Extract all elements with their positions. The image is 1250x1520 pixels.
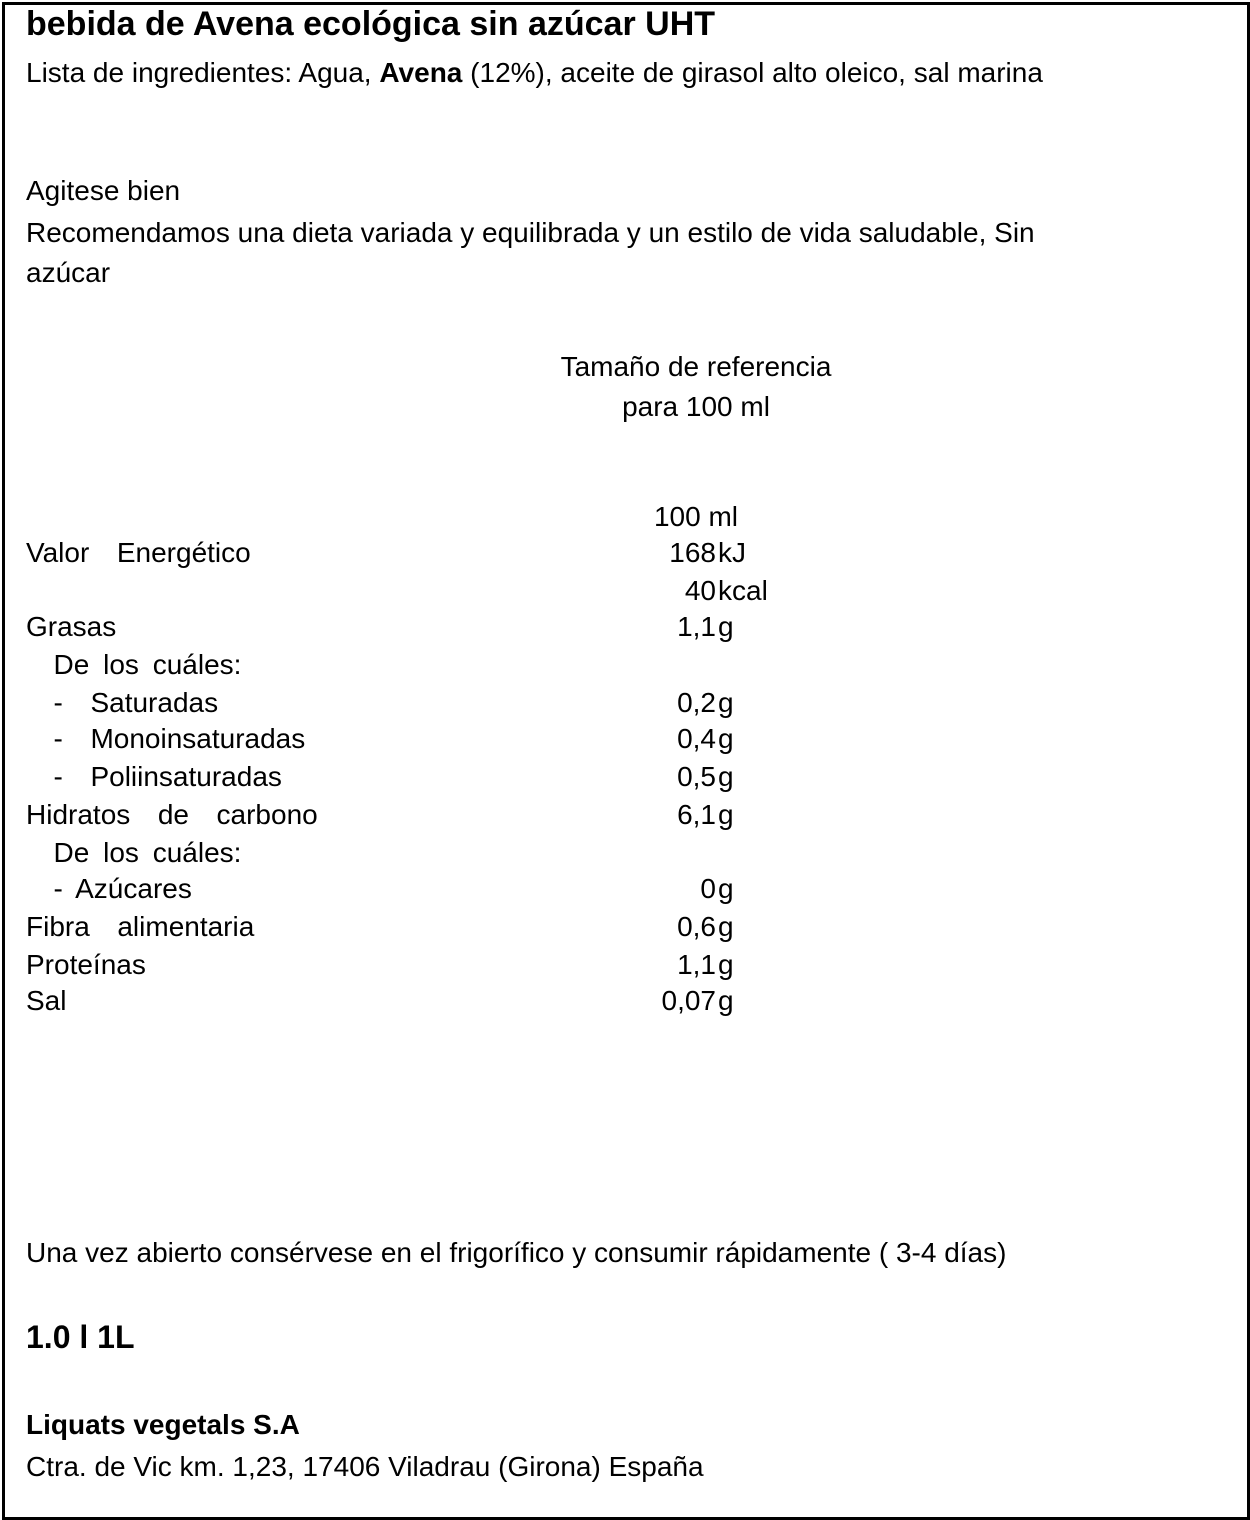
- nutrient-unit: g: [718, 761, 734, 792]
- ingredients-list: [26, 56, 1043, 90]
- nutrient-unit: kcal: [718, 575, 768, 606]
- nutrient-value: 1,1: [677, 949, 716, 980]
- nutrient-value: 0,6: [677, 911, 716, 942]
- net-volume: 1.0 l 1L: [26, 1319, 135, 1355]
- nutrient-unit: g: [718, 985, 734, 1016]
- nutrient-label: De los cuáles:: [26, 649, 242, 680]
- nutrient-label: Hidratos de carbono: [26, 799, 318, 830]
- nutrition-row: [26, 836, 826, 870]
- nutrient-value: 0,4: [677, 723, 716, 754]
- nutrition-row: [26, 760, 826, 794]
- nutrient-value: 168: [669, 537, 716, 568]
- recommendation-line-2: azúcar: [26, 257, 111, 288]
- nutrient-value: 1,1: [677, 611, 716, 642]
- nutrition-row: [26, 610, 826, 644]
- nutrient-label: Valor Energético: [26, 537, 251, 568]
- nutrient-unit: g: [718, 799, 734, 830]
- nutrient-label: - Monoinsaturadas: [26, 723, 306, 754]
- nutrient-value: 6,1: [677, 799, 716, 830]
- nutrition-row: [26, 984, 826, 1018]
- ingredients-suffix: (12%), aceite de girasol alto oleico, sal marina: [462, 57, 1043, 88]
- nutrition-row: [26, 686, 826, 720]
- nutrient-unit: g: [718, 687, 734, 718]
- nutrient-unit: g: [718, 723, 734, 754]
- nutrient-unit: g: [718, 911, 734, 942]
- storage-instructions: Una vez abierto consérvese en el frigorífico y consumir rápidamente ( 3-4 días): [26, 1237, 1007, 1268]
- nutrition-column-header: 100 ml: [653, 501, 739, 532]
- nutrient-label: - Poliinsaturadas: [26, 761, 282, 792]
- product-title: bebida de Avena ecológica sin azúcar UHT: [26, 5, 716, 43]
- nutrient-label: Grasas: [26, 611, 117, 642]
- nutrient-label: - Azúcares: [26, 873, 192, 904]
- nutrient-label: De los cuáles:: [26, 837, 242, 868]
- nutrient-label: Fibra alimentaria: [26, 911, 255, 942]
- nutrition-row: [26, 910, 826, 944]
- nutrient-unit: g: [718, 611, 734, 642]
- nutrient-unit: g: [718, 873, 734, 904]
- nutrient-value: 0,5: [677, 761, 716, 792]
- recommendation-line-1: Recomendamos una dieta variada y equilibrada y un estilo de vida saludable, Sin: [26, 217, 1035, 248]
- nutrition-row: [26, 648, 826, 682]
- nutrient-label: Sal: [26, 985, 67, 1016]
- nutrition-row: [26, 722, 826, 756]
- nutrition-row: [26, 798, 826, 832]
- reference-size-line-2: para 100 ml: [622, 391, 770, 422]
- nutrient-unit: kJ: [718, 537, 746, 568]
- nutrition-row: [26, 536, 826, 570]
- nutrition-row: [26, 948, 826, 982]
- shake-note: Agitese bien: [26, 175, 181, 206]
- manufacturer-name: Liquats vegetals S.A: [26, 1409, 300, 1440]
- nutrient-value: 0,2: [677, 687, 716, 718]
- nutrient-value: 0,07: [661, 985, 716, 1016]
- nutrition-row: [26, 872, 826, 906]
- reference-size-line-1: Tamaño de referencia: [560, 351, 832, 382]
- nutrient-label: - Saturadas: [26, 687, 219, 718]
- nutrient-value: 40: [684, 575, 716, 606]
- nutrition-row: [26, 574, 826, 608]
- ingredients-highlight: Avena: [379, 57, 463, 88]
- nutrient-unit: g: [718, 949, 734, 980]
- ingredients-prefix: Lista de ingredientes: Agua,: [26, 57, 380, 88]
- nutrient-label: Proteínas: [26, 949, 146, 980]
- manufacturer-address: Ctra. de Vic km. 1,23, 17406 Viladrau (Girona) España: [26, 1451, 704, 1482]
- nutrient-value: 0: [700, 873, 716, 904]
